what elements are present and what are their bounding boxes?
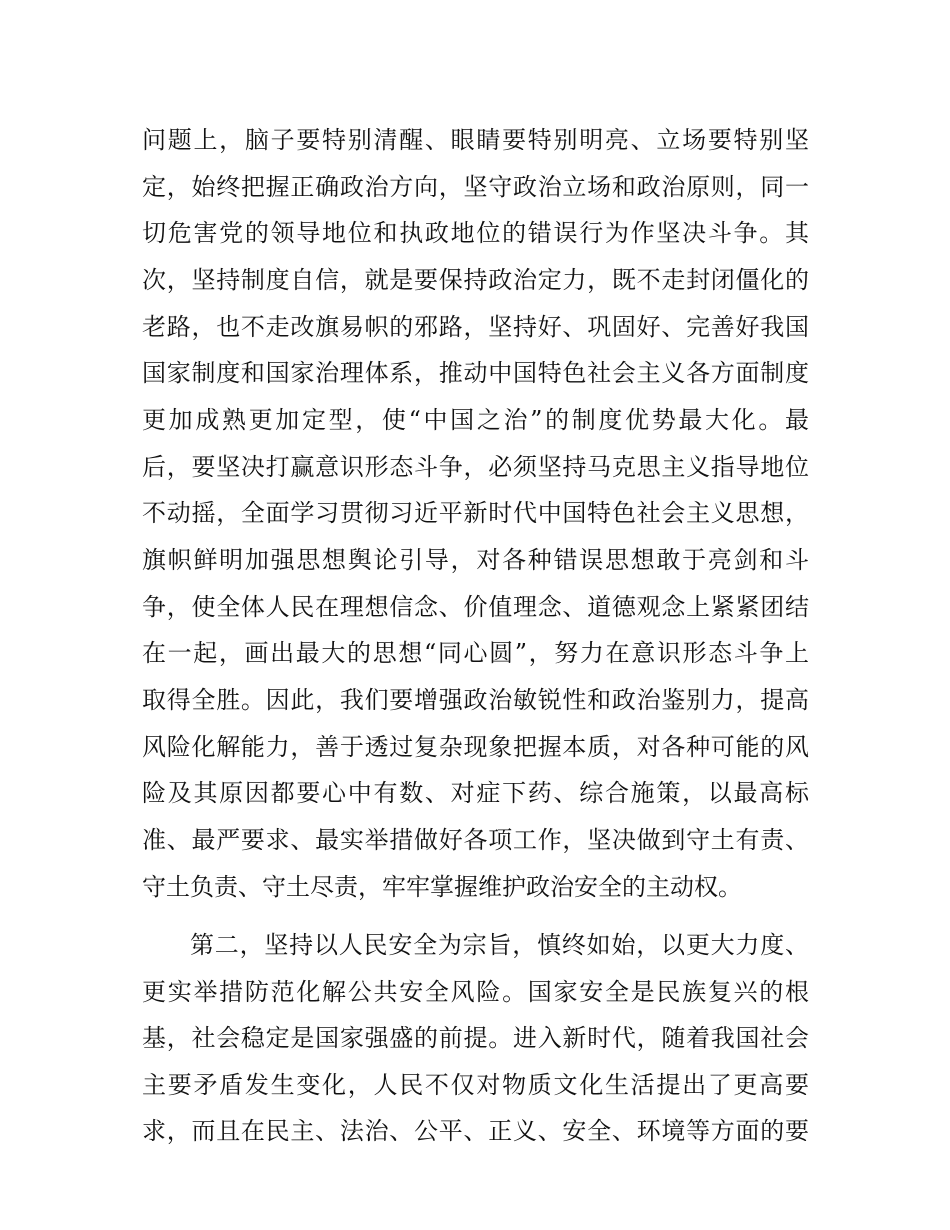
- paragraph-1-line: 争，使全体人民在理想信念、价值理念、道德观念上紧紧团结: [142, 592, 809, 621]
- paragraph-2-line: 第二，坚持以人民安全为宗旨，慎终如始，以更大力度、: [190, 931, 809, 959]
- paragraph-1-line: 不动摇，全面学习贯彻习近平新时代中国特色社会主义思想，: [142, 499, 809, 528]
- paragraph-1-line: 旗帜鲜明加强思想舆论引导，对各种错误思想敢于亮剑和斗: [142, 546, 809, 575]
- paragraph-1-line: 准、最严要求、最实举措做好各项工作，坚决做到守土有责、: [142, 826, 809, 855]
- paragraph-1-line: 定，始终把握正确政治方向，坚守政治立场和政治原则，同一: [142, 172, 809, 201]
- paragraph-1-line: 取得全胜。因此，我们要增强政治敏锐性和政治鉴别力，提高: [142, 686, 809, 715]
- paragraph-1-line: 次，坚持制度自信，就是要保持政治定力，既不走封闭僵化的: [142, 266, 809, 294]
- paragraph-1-line: 老路，也不走改旗易帜的邪路，坚持好、巩固好、完善好我国: [142, 312, 809, 341]
- paragraph-1-line: 国家制度和国家治理体系，推动中国特色社会主义各方面制度: [142, 359, 809, 388]
- paragraph-1-line: 更加成熟更加定型，使“中国之治”的制度优势最大化。最: [142, 406, 809, 435]
- paragraph-1-line: 问题上，脑子要特别清醒、眼睛要特别明亮、立场要特别坚: [142, 126, 809, 154]
- paragraph-1-line: 切危害党的领导地位和执政地位的错误行为作坚决斗争。其: [142, 219, 809, 248]
- paragraph-1-line: 守土负责、守土尽责，牢牢掌握维护政治安全的主动权。: [142, 872, 742, 901]
- paragraph-1-line: 后，要坚决打赢意识形态斗争，必须坚持马克思主义指导地位: [142, 452, 809, 481]
- paragraph-1-line: 险及其原因都要心中有数、对症下药、综合施策，以最高标: [142, 779, 809, 808]
- paragraph-2-line: 基，社会稳定是国家强盛的前提。进入新时代，随着我国社会: [142, 1024, 809, 1052]
- paragraph-1-line: 在一起，画出最大的思想“同心圆”，努力在意识形态斗争上: [142, 639, 809, 668]
- paragraph-1-line: 风险化解能力，善于透过复杂现象把握本质，对各种可能的风: [142, 732, 809, 761]
- paragraph-2-line: 求，而且在民主、法治、公平、正义、安全、环境等方面的要: [142, 1117, 809, 1145]
- paragraph-2-line: 更实举措防范化解公共安全风险。国家安全是民族复兴的根: [142, 977, 809, 1006]
- paragraph-2-line: 主要矛盾发生变化，人民不仅对物质文化生活提出了更高要: [142, 1070, 809, 1099]
